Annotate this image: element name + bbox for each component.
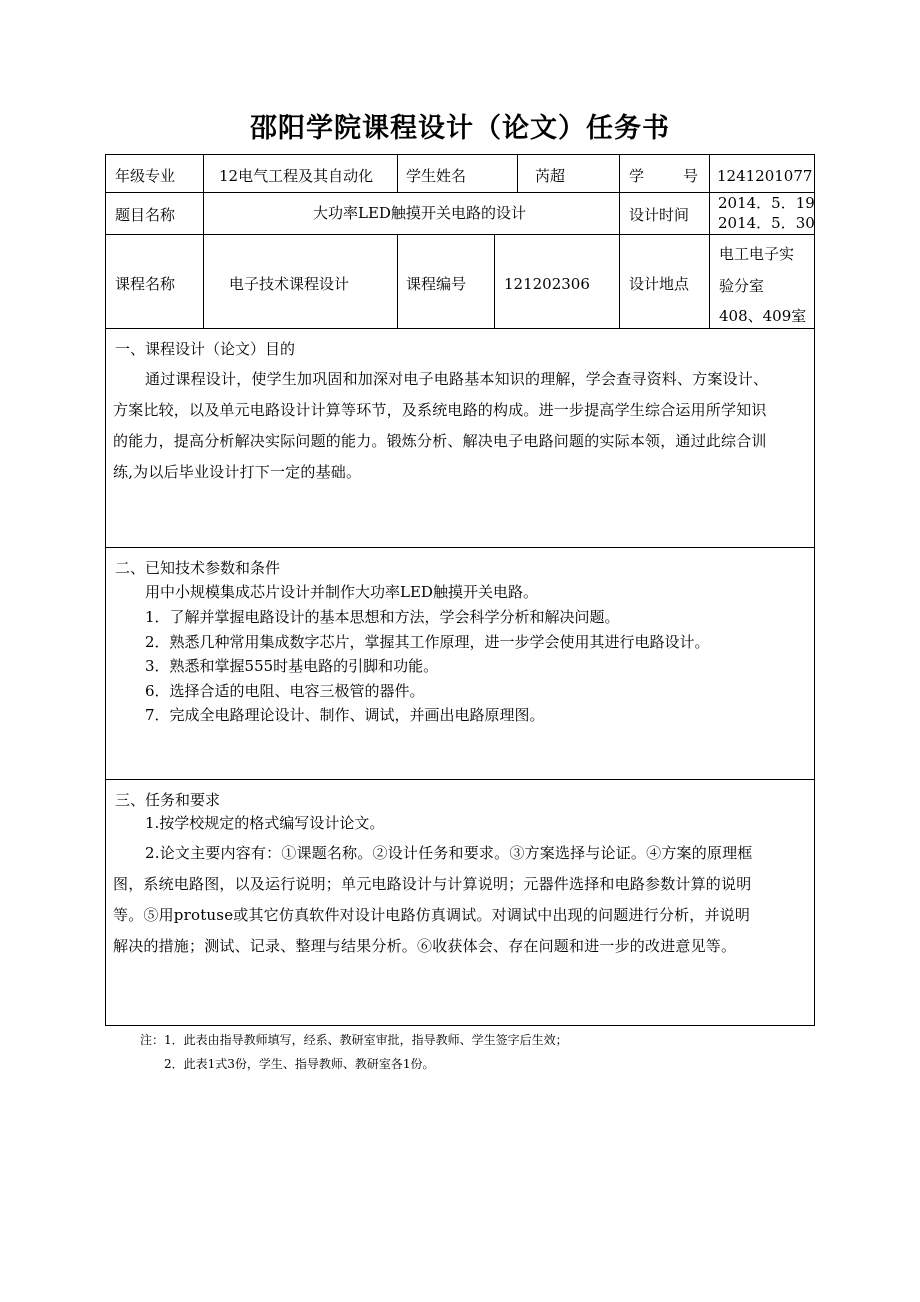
topic-value: 大功率LED触摸开关电路的设计 — [313, 204, 526, 222]
row-divider — [105, 328, 815, 329]
col-divider — [494, 234, 495, 328]
section3-line: 1.按学校规定的格式编写设计论文。 — [145, 814, 385, 832]
section1-line: 通过课程设计，使学生加巩固和加深对电子电路基本知识的理解，学会查寻资料、方案设计、 — [145, 370, 769, 388]
col-divider — [619, 154, 620, 328]
section3-line: 图，系统电路图，以及运行说明；单元电路设计与计算说明；元器件选择和电路参数计算的说明 — [113, 875, 752, 893]
course-name-label: 课程名称 — [115, 275, 176, 293]
student-id-label: 学 号 — [629, 167, 702, 185]
course-code-label: 课程编号 — [406, 275, 467, 293]
location-label: 设计地点 — [629, 275, 690, 293]
section2-line: 用中小规模集成芯片设计并制作大功率LED触摸开关电路。 — [145, 583, 538, 601]
design-time-label: 设计时间 — [629, 206, 690, 224]
section1-line: 方案比较，以及单元电路设计计算等环节，及系统电路的构成。进一步提高学生综合运用所学知识 — [113, 401, 767, 419]
section3-line: 等。⑤用protuse或其它仿真软件对设计电路仿真调试。对调试中出现的问题进行分析，并说明 — [113, 906, 751, 924]
section1-line: 的能力，提高分析解决实际问题的能力。锻炼分析、解决电子电路问题的实际本领，通过此综合训 — [113, 432, 767, 450]
section1-title: 一、课程设计（论文）目的 — [115, 340, 296, 358]
footnote: 注：1．此表由指导教师填写，经系、教研室审批，指导教师、学生签字后生效； — [140, 1033, 568, 1047]
location-line: 408、409室 — [719, 307, 807, 325]
col-divider — [709, 154, 710, 328]
footnote: 2．此表1式3份，学生、指导教师、教研室各1份。 — [164, 1057, 435, 1071]
section2-line: 7．完成全电路理论设计、制作、调试，并画出电路原理图。 — [145, 706, 545, 724]
section2-line: 3．熟悉和掌握555时基电路的引脚和功能。 — [145, 657, 439, 675]
design-time-start: 2014．5．19 — [718, 194, 815, 212]
student-name-value: 芮超 — [535, 167, 566, 185]
col-divider — [397, 234, 398, 328]
section3-line: 2.论文主要内容有：①课题名称。②设计任务和要求。③方案选择与论证。④方案的原理框 — [145, 844, 753, 862]
grade-major-value: 12电气工程及其自动化 — [219, 167, 374, 185]
col-divider — [517, 154, 518, 192]
student-name-label: 学生姓名 — [406, 167, 467, 185]
location-line: 验分室 — [719, 277, 765, 295]
col-divider — [397, 154, 398, 192]
topic-label: 题目名称 — [115, 206, 176, 224]
section2-line: 1．了解并掌握电路设计的基本思想和方法，学会科学分析和解决问题。 — [145, 608, 620, 626]
col-divider — [203, 154, 204, 328]
page-title: 邵阳学院课程设计（论文）任务书 — [250, 113, 670, 144]
section-divider — [105, 779, 815, 780]
section1-line: 练,为以后毕业设计打下一定的基础。 — [113, 463, 362, 481]
section3-line: 解决的措施；测试、记录、整理与结果分析。⑥收获体会、存在问题和进一步的改进意见等。 — [113, 937, 737, 955]
course-code-value: 121202306 — [504, 275, 590, 293]
section2-line: 6．选择合适的电阻、电容三极管的器件。 — [145, 682, 425, 700]
location-line: 电工电子实 — [719, 245, 795, 263]
student-id-value: 1241201077 — [717, 167, 813, 185]
section2-line: 2．熟悉几种常用集成数字芯片，掌握其工作原理，进一步学会使用其进行电路设计。 — [145, 633, 710, 651]
section3-title: 三、任务和要求 — [115, 791, 221, 809]
section-divider — [105, 547, 815, 548]
course-name-value: 电子技术课程设计 — [229, 275, 350, 293]
grade-major-label: 年级专业 — [115, 167, 176, 185]
design-time-end: 2014．5．30 — [718, 214, 815, 232]
section2-title: 二、已知技术参数和条件 — [115, 559, 281, 577]
